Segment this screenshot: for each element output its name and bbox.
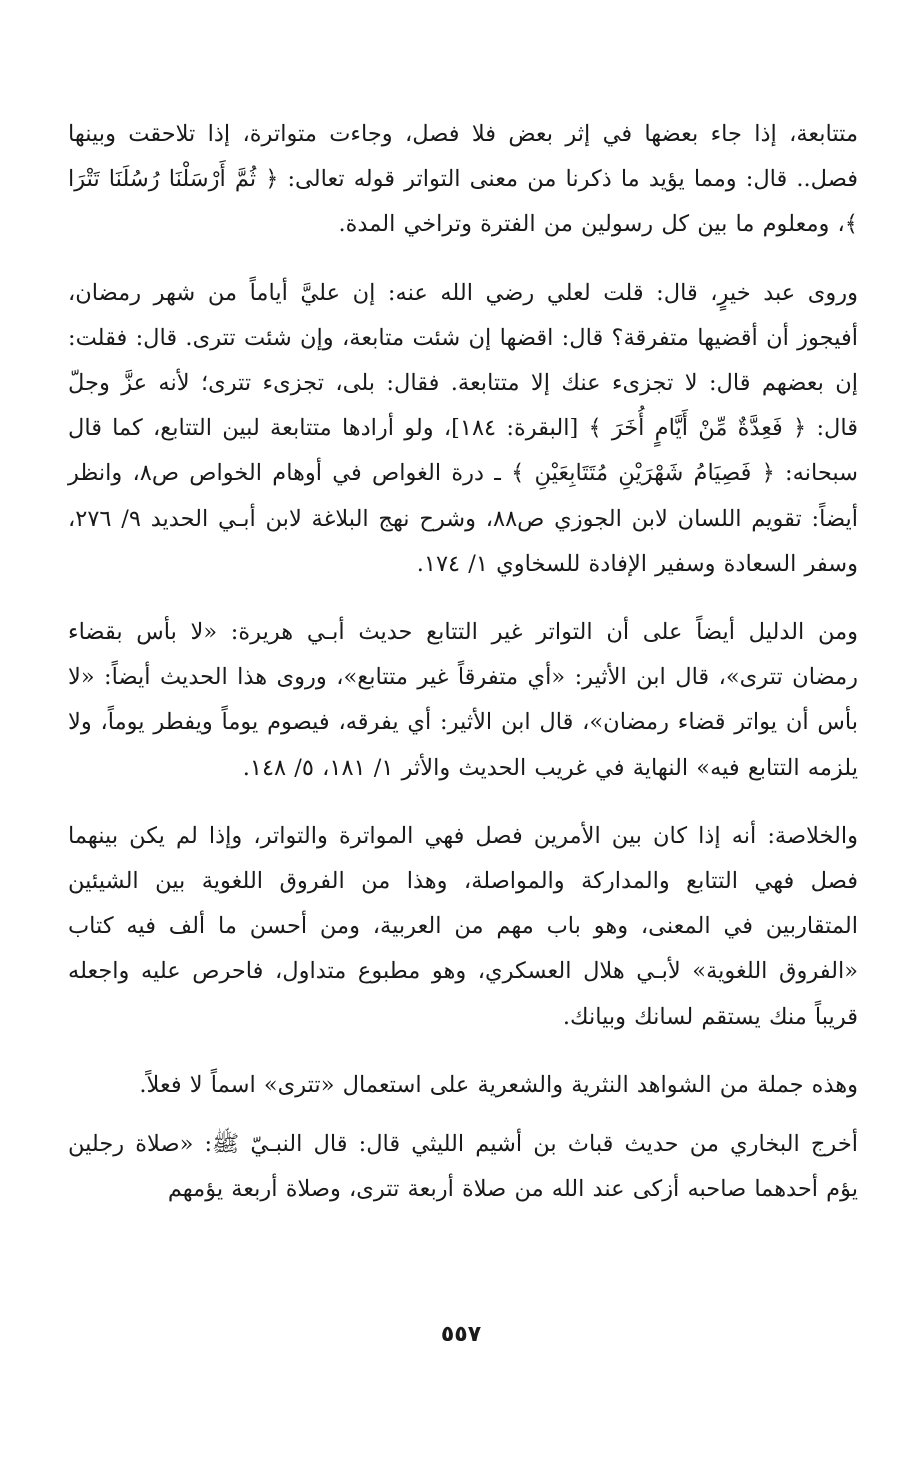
page-body [68,112,858,1212]
paragraph-2: وروى عبد خيرٍ، قال: قلت لعلي رضي الله عنه: إن عليَّ أياماً من شهر رمضان، أفيجوز أن أقضيها متفرقة؟ قال: اقضها إن شئت متابعة، وإن شئت تترى. قال: فقلت: إن بعضهم قال: لا تجزىء عنك إلا متتابعة. فقال: بلى، تجزىء تترى؛ لأنه عزَّ وجلّ قال: ﴿ فَعِدَّةٌ مِّنْ أَيَّامٍ أُخَرَ ﴾ [البقرة: ١٨٤]، ولو أرادها متتابعة لبين التتابع، كما قال سبحانه: ﴿ فَصِيَامُ شَهْرَيْنِ مُتَتَابِعَيْنِ ﴾ ـ درة الغواص في أوهام الخواص ص٨، وانظر أيضاً: تقويم اللسان لابن الجوزي ص٨٨، وشرح نهج البلاغة لابن أبـي الحديد ٩/ ٢٧٦، وسفر السعادة وسفير الإفادة للسخاوي ١/ ١٧٤. [68,279,858,577]
paragraph-6: أخرج البخاري من حديث قباث بن أشيم الليثي قال: قال النبـيّ ﷺ: «صلاة رجلين يؤم أحدهما صاحبه أزكى عند الله من صلاة أربعة تترى، وصلاة أربعة يؤمهم [68,1131,858,1203]
paragraph-4: والخلاصة: أنه إذا كان بين الأمرين فصل فهي المواترة والتواتر، وإذا لم يكن بينهما فصل فهي التتابع والمداركة والمواصلة، وهذا من الفروق اللغوية بين الشيئين المتقاربين في المعنى، وهو باب مهم من العربية، ومن أحسن ما ألف فيه كتاب «الفروق اللغوية» لأبـي هلال العسكري، وهو مطبوع متداول، فاحرص عليه واجعله قريباً منك يستقم لسانك وبيانك. [68,822,858,1030]
paragraph-1: متتابعة، إذا جاء بعضها في إثر بعض فلا فصل، وجاءت متواترة، إذا تلاحقت وبينها فصل.. قال: ومما يؤيد ما ذكرنا من معنى التواتر قوله تعالى: ﴿ ثُمَّ أَرْسَلْنَا رُسُلَنَا تَتْرَا ﴾، ومعلوم ما بين كل رسولين من الفترة وتراخي المدة. [68,121,858,238]
page-number: ٥٥٧ [440,1322,482,1347]
paragraph-5: وهذه جملة من الشواهد النثرية والشعرية على استعمال «تترى» اسماً لا فعلاً. [139,1071,858,1098]
paragraph-3: ومن الدليل أيضاً على أن التواتر غير التتابع حديث أبـي هريرة: «لا بأس بقضاء رمضان تترى»، قال ابن الأثير: «أي متفرقاً غير متتابع»، وروى هذا الحديث أيضاً: «لا بأس أن يواتر قضاء رمضان»، قال ابن الأثير: أي يفرقه، فيصوم يوماً ويفطر يوماً، ولا يلزمه التتابع فيه» النهاية في غريب الحديث والأثر ١/ ١٨١، ٥/ ١٤٨. [68,619,858,781]
